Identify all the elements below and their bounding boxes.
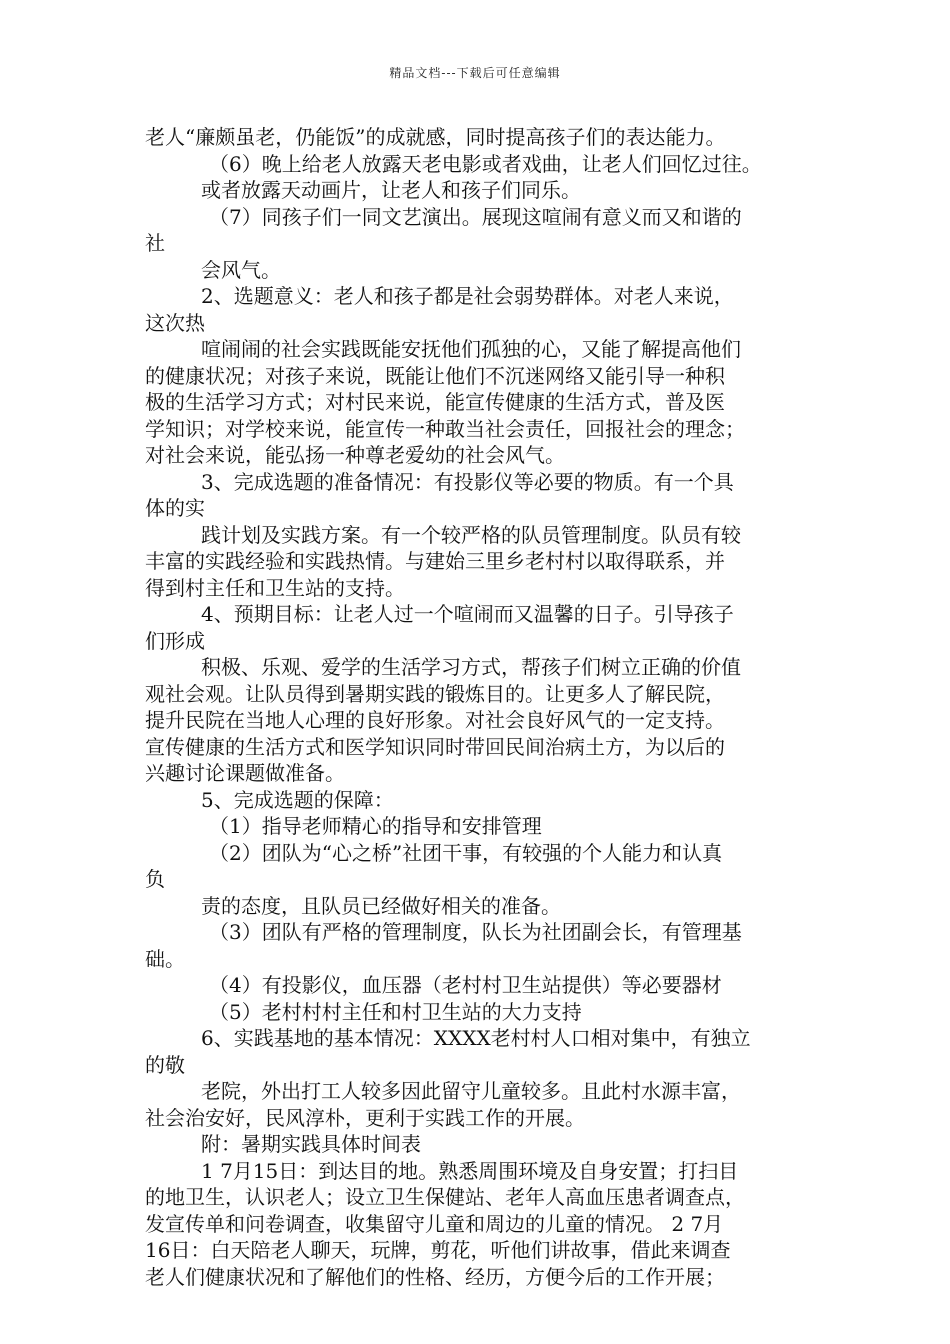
text-line: 社 [145,231,165,255]
text-line: 的敬 [145,1052,185,1077]
text-line: 的健康状况；对孩子来说，既能让他们不沉迷网络又能引导一种积 [145,363,725,388]
text-line: 的地卫生，认识老人；设立卫生保健站、老年人高血压患者调查点， [145,1185,745,1209]
text-line: （2）团队为“心之桥”社团干事，有较强的个人能力和认真 [209,840,723,865]
page-header: 精品文档---下载后可任意编辑 [389,66,561,80]
text-line: 础。 [145,946,185,971]
text-line: 喧闹闹的社会实践既能安抚他们孤独的心，又能了解提高他们 [201,337,741,361]
text-line: 负 [145,867,165,891]
text-line: 3、完成选题的准备情况：有投影仪等必要的物质。有一个具 [201,469,734,494]
text-line: 5、完成选题的保障： [201,787,394,812]
text-line: （3）团队有严格的管理制度，队长为社团副会长，有管理基 [209,920,742,944]
text-line: 4、预期目标：让老人过一个喧闹而又温馨的日子。引导孩子 [201,602,734,626]
text-line: 社会治安好，民风淳朴，更利于实践工作的开展。 [145,1105,585,1130]
text-line: （4）有投影仪，血压器（老村村卫生站提供）等必要器材 [209,973,722,997]
text-line: 6、实践基地的基本情况：XXXX老村村人口相对集中，有独立 [201,1026,751,1050]
text-line: 观社会观。让队员得到暑期实践的锻炼目的。让更多人了解民院， [145,681,725,706]
text-line: （1）指导老师精心的指导和安排管理 [209,814,542,838]
text-line: 发宣传单和问卷调查，收集留守儿童和周边的儿童的情况。 2 7月 [145,1211,724,1236]
text-line: 1 7月15日：到达目的地。熟悉周围环境及自身安置；打扫目 [201,1158,739,1183]
text-line: 宣传健康的生活方式和医学知识同时带回民间治病土方，为以后的 [145,734,725,759]
text-line: （7）同孩子们一同文艺演出。展现这喧闹有意义而又和谐的 [209,204,742,229]
text-line: 对社会来说，能弘扬一种尊老爱幼的社会风气。 [145,443,565,467]
text-line: 极的生活学习方式；对村民来说，能宣传健康的生活方式，普及医 [145,390,725,414]
text-line: 践计划及实践方案。有一个较严格的队员管理制度。队员有较 [201,522,741,547]
text-line: 得到村主任和卫生站的支持。 [145,575,405,600]
text-line: 积极、乐观、爱学的生活学习方式，帮孩子们树立正确的价值 [201,655,741,679]
text-line: 们形成 [145,628,205,653]
text-line: 丰富的实践经验和实践热情。与建始三里乡老村村以取得联系，并 [145,549,725,573]
text-line: 学知识；对学校来说，能宣传一种敢当社会责任，回报社会的理念； [145,416,745,441]
text-line: 体的实 [145,496,205,520]
text-line: 会风气。 [201,257,281,282]
text-line: 老院，外出打工人较多因此留守儿童较多。且此村水源丰富， [201,1079,741,1103]
text-line: （5）老村村村主任和村卫生站的大力支持 [209,999,582,1024]
text-line: 老人“廉颇虽老，仍能饭”的成就感，同时提高孩子们的表达能力。 [145,125,726,149]
text-line: 附：暑期实践具体时间表 [201,1132,421,1156]
text-line: 这次热 [145,310,205,335]
text-line: 提升民院在当地人心理的良好形象。对社会良好风气的一定支持。 [145,708,725,732]
text-line: 16日：白天陪老人聊天，玩牌，剪花，听他们讲故事，借此来调查 [145,1238,731,1262]
text-line: 老人们健康状况和了解他们的性格、经历，方便今后的工作开展； [145,1264,725,1289]
text-line: 责的态度，且队员已经做好相关的准备。 [201,893,561,918]
text-line: 或者放露天动画片，让老人和孩子们同乐。 [201,178,581,202]
text-line: （6）晚上给老人放露天老电影或者戏曲，让老人们回忆过往。 [209,151,762,176]
text-line: 2、选题意义：老人和孩子都是社会弱势群体。对老人来说， [201,284,734,308]
text-line: 兴趣讨论课题做准备。 [145,761,345,785]
document-body [145,124,825,1290]
